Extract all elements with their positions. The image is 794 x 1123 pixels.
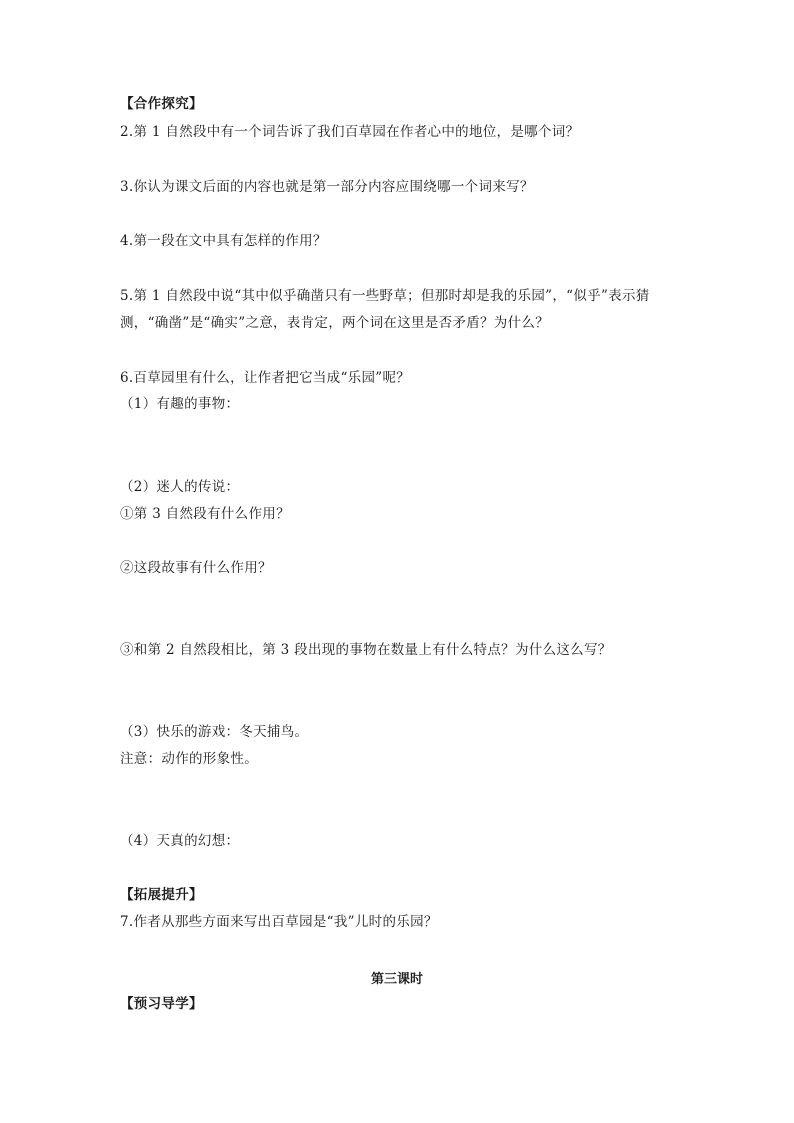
extend-heading: 【拓展提升】 [120, 887, 203, 903]
question-6-part-2: （2）迷人的传说： [120, 479, 240, 495]
cooperate-heading: 【合作探究】 [120, 96, 203, 112]
question-6-part-4: （4）天真的幻想： [120, 833, 240, 849]
question-3: 3.你认为课文后面的内容也就是第一部分内容应围绕哪一个词来写？ [120, 179, 534, 195]
question-6-part-3-note: 注意：动作的形象性。 [120, 751, 258, 767]
question-5-line-2: 测，“确凿”是“确实”之意，表肯定，两个词在这里是否矛盾？为什么？ [120, 315, 550, 331]
question-6-part-2-c: ③和第 2 自然段相比，第 3 段出现的事物在数量上有什么特点？为什么这么写？ [120, 642, 612, 658]
question-7: 7.作者从那些方面来写出百草园是“我”儿时的乐园？ [120, 914, 438, 930]
lesson-title: 第三课时 [370, 972, 423, 987]
question-6-part-2-b: ②这段故事有什么作用？ [120, 560, 272, 576]
question-6-part-2-a: ①第 3 自然段有什么作用？ [120, 506, 290, 522]
question-6-part-1: （1）有趣的事物： [120, 396, 240, 412]
preview-heading: 【预习导学】 [120, 996, 203, 1012]
question-4: 4.第一段在文中具有怎样的作用？ [120, 233, 327, 249]
question-5-line-1: 5.第 1 自然段中说“其中似乎确凿只有一些野草；但那时却是我的乐园”，“似乎”表示猜 [120, 288, 650, 304]
question-6: 6.百草园里有什么，让作者把它当成“乐园”呢？ [120, 370, 411, 386]
question-6-part-3: （3）快乐的游戏：冬天捕鸟。 [120, 724, 309, 740]
question-2: 2.第 1 自然段中有一个词告诉了我们百草园在作者心中的地位，是哪个词？ [120, 124, 580, 140]
